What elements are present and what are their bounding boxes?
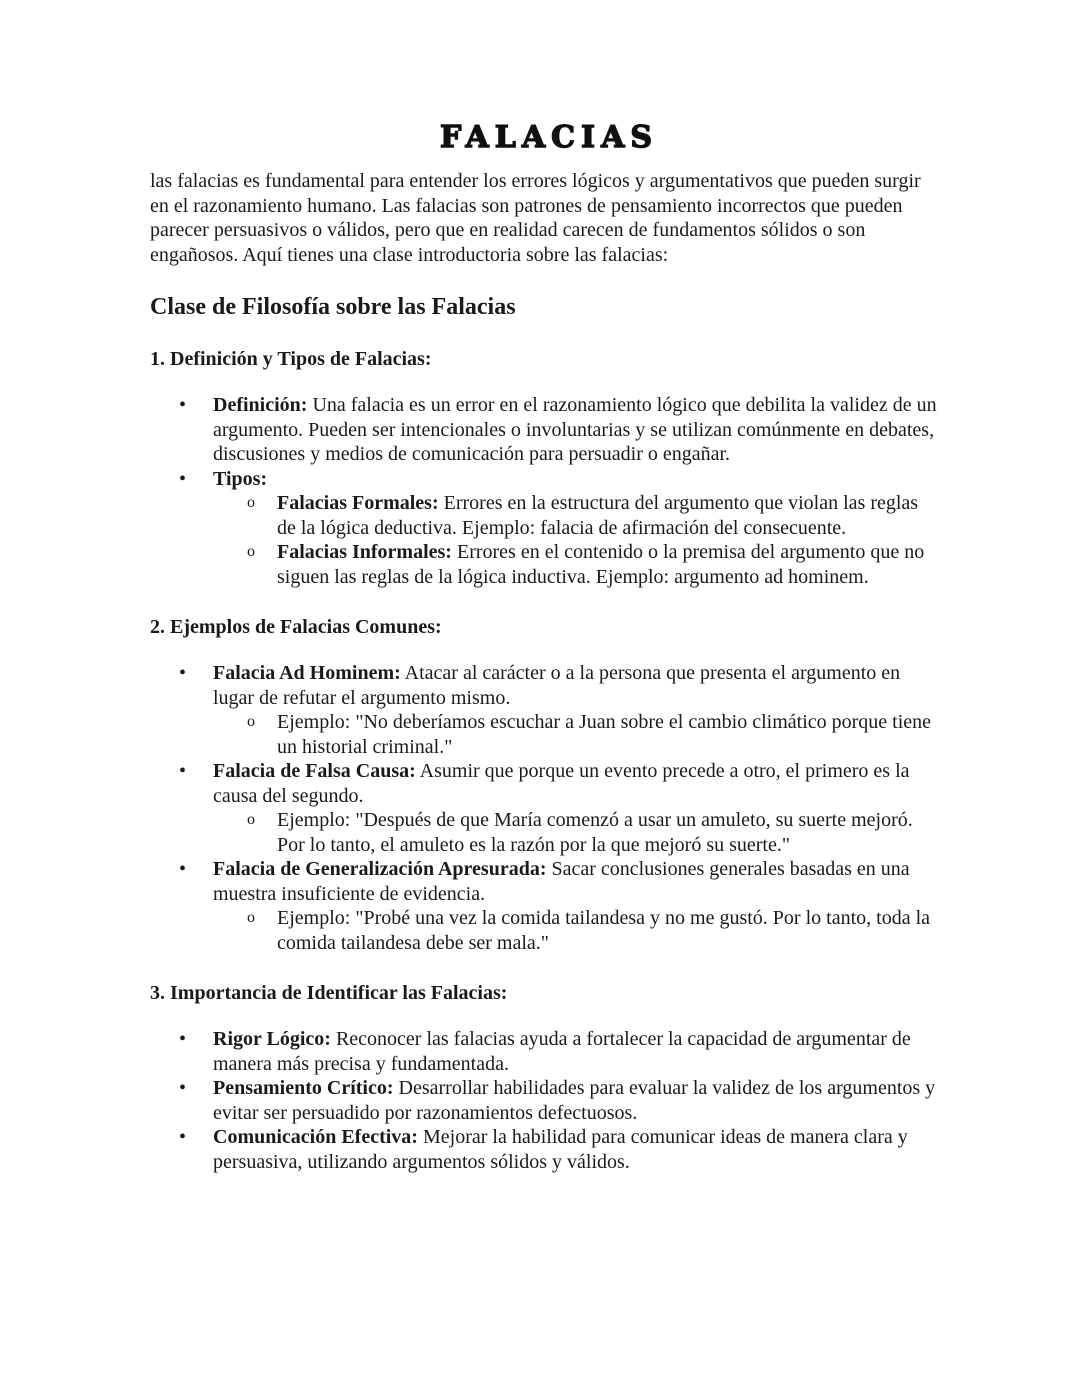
types-sublist [213,491,940,589]
hasty-generalization-sublist [213,906,940,955]
logical-rigor-text: Reconocer las falacias ayuda a fortalecer la capacidad de argumentar de manera más precisa y fundamentada. [213,1028,911,1075]
formal-text: Errores en la estructura del argumento que violan las reglas de la lógica deductiva. Ejemplo: falacia de afirmación del consecuente. [277,492,919,539]
sublist-item-informal [277,540,940,589]
section-1-list [150,393,940,589]
section-3-heading: 3. Importancia de Identificar las Falacias: [150,982,508,1004]
section-3-list [150,1027,940,1174]
hasty-generalization-label: Falacia de Generalización Apresurada: [213,858,547,880]
definition-text: Una falacia es un error en el razonamiento lógico que debilita la validez de un argumento. Pueden ser intencionales o involuntarias y se utilizan comúnmente en debates, discusiones y medios de comunicación para persuadir o engañar. [213,394,937,465]
hasty-generalization-example: o Ejemplo: "Probé una vez la comida tailandesa y no me gustó. Por lo tanto, toda la comida tailandesa debe ser mala." [277,906,940,955]
ad-hominem-label: Falacia Ad Hominem: [213,662,401,684]
false-cause-sublist [213,808,940,857]
section-1-heading: 1. Definición y Tipos de Falacias: [150,348,432,370]
effective-communication-text: Mejorar la habilidad para comunicar ideas de manera clara y persuasiva, utilizando argumentos sólidos y válidos. [213,1126,908,1173]
informal-label: Falacias Informales: [277,541,452,563]
logical-rigor-label: Rigor Lógico: [213,1028,331,1050]
ad-hominem-sublist [213,710,940,759]
informal-text: Errores en el contenido o la premisa del argumento que no siguen las reglas de la lógica inductiva. Ejemplo: argumento ad hominem. [277,541,925,588]
page-title: FALACIAS [439,120,659,155]
list-item-ad-hominem [213,661,940,759]
section-2-list [150,661,940,955]
definition-label: Definición: [213,394,308,416]
critical-thinking-text: Desarrollar habilidades para evaluar la validez de los argumentos y evitar ser persuadido por razonamientos defectuosos. [213,1077,936,1124]
list-item-effective-communication [213,1125,940,1174]
hasty-generalization-text: Sacar conclusiones generales basadas en una muestra insuficiente de evidencia. [213,858,910,905]
class-title: Clase de Filosofía sobre las Falacias [150,294,516,320]
formal-label: Falacias Formales: [277,492,439,514]
intro-paragraph: las falacias es fundamental para entender los errores lógicos y argumentativos que pueden surgir en el razonamiento humano. Las falacias son patrones de pensamiento incorrectos que pueden parecer persuasivos o válidos, pero que en realidad carecen de fundamentos sólidos o son engañosos. Aquí tienes una clase introductoria sobre las falacias: [150,170,921,266]
list-item-types [213,467,940,590]
false-cause-text: Asumir que porque un evento precede a otro, el primero es la causa del segundo. [213,760,910,807]
effective-communication-label: Comunicación Efectiva: [213,1126,418,1148]
section-2-heading: 2. Ejemplos de Falacias Comunes: [150,616,442,638]
ad-hominem-example: o Ejemplo: "No deberíamos escuchar a Juan sobre el cambio climático porque tiene un historial criminal." [277,710,940,759]
sublist-item-formal [277,491,940,540]
false-cause-example: o Ejemplo: "Después de que María comenzó a usar un amuleto, su suerte mejoró. Por lo tanto, el amuleto es la razón por la que mejoró su suerte." [277,808,940,857]
list-item-false-cause [213,759,940,857]
list-item-hasty-generalization [213,857,940,955]
list-item-definition [213,393,940,467]
false-cause-label: Falacia de Falsa Causa: [213,760,416,782]
critical-thinking-label: Pensamiento Crítico: [213,1077,394,1099]
list-item-critical-thinking [213,1076,940,1125]
types-label: Tipos: [213,467,268,490]
document-page [150,120,940,1174]
ad-hominem-text: Atacar al carácter o a la persona que presenta el argumento en lugar de refutar el argumento mismo. [213,662,901,709]
list-item-logical-rigor [213,1027,940,1076]
